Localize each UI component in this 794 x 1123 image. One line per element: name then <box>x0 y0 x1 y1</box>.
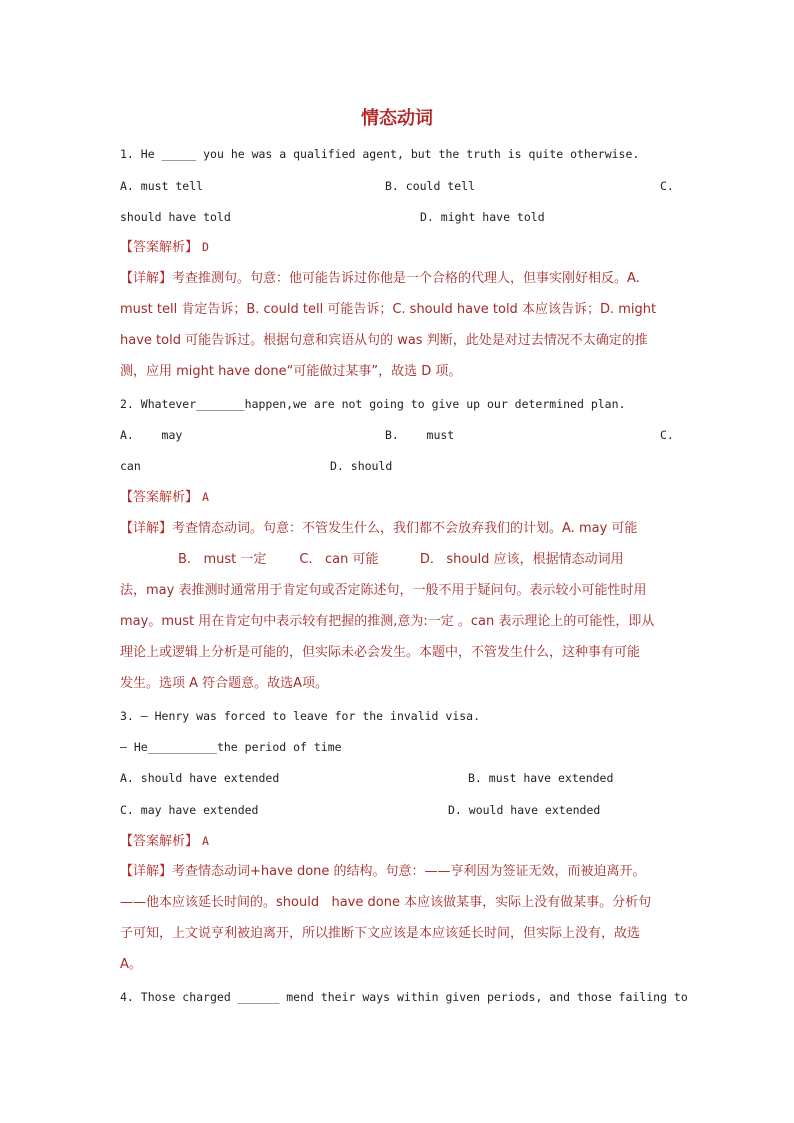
q1-answer <box>120 237 680 257</box>
q3-answer-value: A <box>202 834 209 848</box>
q3-option-c: C. may have extended <box>120 803 259 817</box>
q3-option-a: A. should have extended <box>120 771 280 785</box>
q2-detail-line: may。must 用在肯定句中表示较有把握的推测,意为:一定 。can 表示理论上的可能性，即从 <box>120 614 655 629</box>
q2-answer-label: 【答案解析】 <box>120 490 199 505</box>
q3-option-d: D. would have extended <box>448 803 601 817</box>
q2-option-d: D. should <box>330 459 393 473</box>
q1-detail-line: must tell 肯定告诉；B. could tell 可能告诉；C. should have told 本应该告诉；D. might <box>120 302 657 317</box>
q2-detail-text-1: 考查情态动词。句意：不管发生什么，我们都不会放弃我们的计划。A. may 可能 <box>172 521 638 536</box>
q2-blank: _______ <box>196 397 245 411</box>
q4-stem-pre: 4. Those charged <box>120 990 231 1004</box>
q2-option-b: B. must <box>385 428 455 442</box>
q3-option-b: B. must have extended <box>468 771 614 785</box>
q1-answer-value: D <box>202 240 209 254</box>
q2-answer-value: A <box>202 490 209 504</box>
q1-options-row1 <box>120 176 680 196</box>
q3-options-row1 <box>120 768 680 788</box>
q2-stem-pre: 2. Whatever <box>120 397 197 411</box>
q1-detail-line <box>120 269 680 289</box>
q3-detail-text-1: 考查情态动词+have done 的结构。句意：——亨利因为签证无效，而被迫离开。 <box>172 864 646 879</box>
q1-detail-label: 【详解】 <box>120 271 173 286</box>
q3-detail-line: ——他本应该延长时间的。should have done 本应该做某事，实际上没有做某事。分析句 <box>120 895 652 910</box>
q2-stem <box>120 394 680 414</box>
q3-options-row2 <box>120 800 680 820</box>
q2-option-c-letter: C. <box>660 428 674 442</box>
q1-option-d: D. might have told <box>420 210 545 224</box>
q3-stem-2-post: the period of time <box>216 740 342 754</box>
q2-answer <box>120 487 680 507</box>
q2-options-row1 <box>120 425 680 445</box>
q1-stem-pre: 1. He <box>120 147 155 161</box>
q2-options-row2 <box>120 456 680 476</box>
q2-detail-line <box>120 519 680 539</box>
q3-stem-2 <box>120 737 680 757</box>
q1-option-a: A. must tell <box>120 179 204 193</box>
q3-detail-line: 子可知，上文说亨利被迫离开，所以推断下文应该是本应该延长时间，但实际上没有，故选 <box>120 926 641 941</box>
q1-stem <box>120 144 680 164</box>
q2-detail-line: 发生。选项 A 符合题意。故选A项。 <box>120 676 329 691</box>
q3-detail-line: A。 <box>120 957 142 972</box>
q1-answer-label: 【答案解析】 <box>120 240 199 255</box>
q3-detail-line <box>120 862 680 882</box>
q1-option-b: B. could tell <box>385 179 476 193</box>
q1-blank: _____ <box>161 147 197 161</box>
q4-stem-post: mend their ways within given periods, and those failing to <box>286 990 688 1004</box>
q3-stem-2-pre: — He <box>120 740 148 754</box>
q1-detail-text-1: 考查推测句。句意：他可能告诉过你他是一个合格的代理人，但事实刚好相反。A. <box>172 271 640 286</box>
q2-option-a: A. may <box>120 428 183 442</box>
q1-detail-line: have told 可能告诉过。根据句意和宾语从句的 was 判断，此处是对过去情况不太确定的推 <box>120 333 648 348</box>
q2-detail-line: 法，may 表推测时通常用于肯定句或否定陈述句，一般不用于疑问句。表示较小可能性时用 <box>120 583 647 598</box>
q3-stem-1: 3. — Henry was forced to leave for the invalid visa. <box>120 709 481 723</box>
q4-blank: ______ <box>237 990 280 1004</box>
q2-option-c-text: can <box>120 459 141 473</box>
q2-stem-post: happen,we are not going to give up our determined plan. <box>244 397 626 411</box>
q3-detail-label: 【详解】 <box>120 864 173 879</box>
q3-blank: __________ <box>147 740 217 754</box>
q1-option-c-letter: C. <box>660 179 674 193</box>
q1-options-row2 <box>120 207 680 227</box>
q1-detail-line: 测，应用 might have done“可能做过某事”，故选 D 项。 <box>120 364 462 379</box>
q3-answer-label: 【答案解析】 <box>120 834 199 849</box>
page-title: 情态动词 <box>361 108 433 129</box>
q3-answer <box>120 831 680 851</box>
q4-stem <box>120 987 688 1007</box>
q1-option-c-text: should have told <box>120 210 231 224</box>
q1-stem-post: you he was a qualified agent, but the truth is quite otherwise. <box>203 147 640 161</box>
q2-detail-line: B. must 一定 C. can 可能 D. should 应该，根据情态动词用 <box>178 552 624 567</box>
q2-detail-label: 【详解】 <box>120 521 173 536</box>
q2-detail-line: 理论上或逻辑上分析是可能的，但实际未必会发生。本题中，不管发生什么，这种事有可能 <box>120 645 641 660</box>
